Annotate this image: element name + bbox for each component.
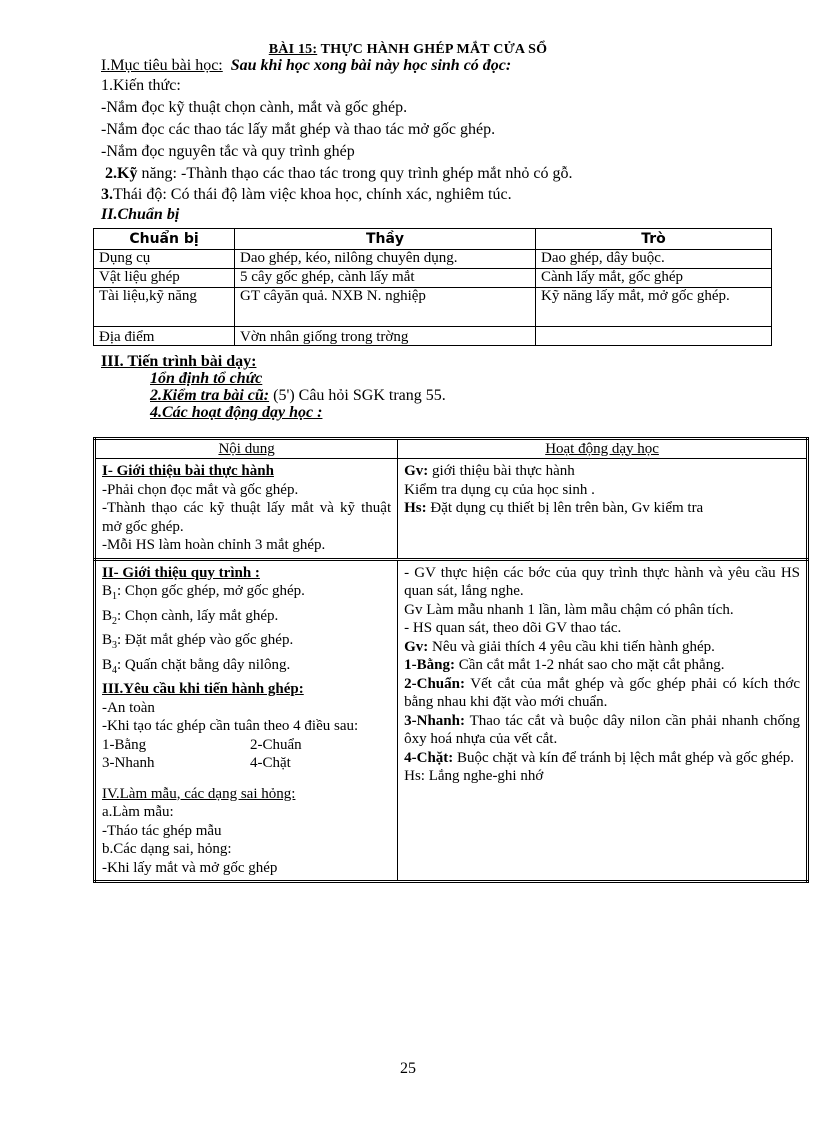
activity-cell xyxy=(398,559,808,882)
knowledge-item: -Nắm đọc các thao tác lấy mắt ghép và thao tác mở gốc ghép. xyxy=(101,121,496,138)
content-line: Kiểm tra dụng cụ của học sinh . xyxy=(404,481,595,498)
activities-col-header: Hoạt động dạy học xyxy=(398,439,808,459)
activities-table xyxy=(93,437,809,883)
knowledge-item: -Nắm đọc kỹ thuật chọn cành, mắt và gốc ghép. xyxy=(101,99,408,116)
process-step: 4.Các hoạt động dạy học : xyxy=(150,404,323,421)
activity-cell xyxy=(398,459,808,560)
content-line: -Thành thạo các kỹ thuật lấy mắt và kỹ thuật mở gốc ghép. xyxy=(102,500,392,535)
requirement-item: 4-Chặt: Buộc chặt và kín để tránh bị lệch mắt ghép và gốc ghép. xyxy=(404,749,795,766)
section-heading: II- Giới thiệu quy trình : xyxy=(102,564,260,581)
table-cell: Vờn nhân giống trong trờng xyxy=(235,327,536,346)
objectives-heading: I.Mục tiêu bài học: Sau khi học xong bài này học sinh có đọc: xyxy=(101,57,512,74)
section-heading: III.Yêu cầu khi tiến hành ghép: xyxy=(102,681,304,697)
step-line: $B_3$: Đặt mắt ghép vào gốc ghép. xyxy=(102,632,294,651)
content-line: - GV thực hiện các bớc của quy trình thực hành và yêu cầu HS quan sát, lắng nghe. xyxy=(404,564,800,599)
process-heading: III. Tiến trình bài dạy: xyxy=(101,353,257,370)
table-cell: 5 cây gốc ghép, cành lấy mắt xyxy=(235,269,536,288)
content-line: -An toàn xyxy=(102,699,155,716)
attitude-line: 3.Thái độ: Có thái độ làm việc khoa học, chính xác, nghiêm túc. xyxy=(101,186,512,203)
process-step: 1ổn định tổ chức xyxy=(150,370,263,387)
requirement-item: 2-Chuẩn: Vết cắt của mắt ghép và gốc ghép phải có kích thớc bằng nhau khi đặt vào mới chuẩn. xyxy=(404,675,800,710)
prep-heading: II.Chuẩn bị xyxy=(101,206,180,223)
table-cell: Vật liệu ghép xyxy=(94,269,235,288)
prep-col-header: Trò xyxy=(536,229,772,250)
table-cell: Dao ghép, kéo, nilông chuyên dụng. xyxy=(235,250,536,269)
table-row xyxy=(95,559,808,882)
content-line: -Khi tạo tác ghép cần tuân theo 4 điều sau: xyxy=(102,718,359,734)
req-grid-row: 1-Bằng 2-Chuẩn xyxy=(102,736,302,753)
content-line: - HS quan sát, theo dõi GV thao tác. xyxy=(404,620,622,636)
step-line: $B_2$: Chọn cành, lấy mắt ghép. xyxy=(102,607,279,627)
table-row xyxy=(94,269,772,288)
page-title: BÀI 15: THỰC HÀNH GHÉP MẮT CỬA SỔ xyxy=(268,42,548,57)
content-line: -Khi lấy mắt và mở gốc ghép xyxy=(102,859,278,876)
content-line: -Mỗi HS làm hoàn chỉnh 3 mắt ghép. xyxy=(102,537,326,553)
table-cell: Địa điểm xyxy=(94,327,235,346)
content-line: a.Làm mẫu: xyxy=(102,804,174,820)
req-grid-row: 3-Nhanh 4-Chặt xyxy=(102,755,291,771)
table-cell: Tài liệu,kỹ năng xyxy=(94,288,235,327)
content-line: b.Các dạng sai, hỏng: xyxy=(102,841,232,857)
content-line: -Phải chọn đọc mắt và gốc ghép. xyxy=(102,481,299,498)
requirement-item: 1-Bằng: Cần cắt mắt 1-2 nhát sao cho mặt cắt phẳng. xyxy=(404,657,725,673)
table-row xyxy=(94,288,772,327)
content-line: Gv: giới thiệu bài thực hành xyxy=(404,463,575,479)
step-line: $B_1$: Chọn gốc ghép, mở gốc ghép. xyxy=(102,583,305,602)
table-cell: GT câyăn quả. NXB N. nghiệp xyxy=(235,288,536,327)
content-line: Gv: Nêu và giải thích 4 yêu cầu khi tiến hành ghép. xyxy=(404,638,715,655)
table-row xyxy=(94,250,772,269)
process-step: 2.Kiểm tra bài cũ: (5') Câu hỏi SGK trang 55. xyxy=(150,387,446,404)
activities-col-header: Nội dung xyxy=(95,439,398,459)
table-cell xyxy=(536,327,772,346)
content-cell xyxy=(95,559,398,882)
content-line: -Tháo tác ghép mẫu xyxy=(102,822,222,839)
table-cell: Dụng cụ xyxy=(94,250,235,269)
requirement-item: 3-Nhanh: Thao tác cắt và buộc dây nilon cần phải nhanh chống ôxy hoá nhựa của vết cắt. xyxy=(404,712,800,747)
prep-col-header: Chuẩn bị xyxy=(94,229,235,250)
section-heading: IV.Làm mẫu, các dạng sai hỏng: xyxy=(102,785,296,802)
table-row xyxy=(94,327,772,346)
table-cell: Kỹ năng lấy mắt, mở gốc ghép. xyxy=(536,288,772,327)
skill-line: 2.Kỹ năng: -Thành thạo các thao tác trong quy trình ghép mắt nhỏ có gỗ. xyxy=(105,165,573,182)
content-line: Hs: Đặt dụng cụ thiết bị lên trên bàn, Gv kiểm tra xyxy=(404,500,704,516)
page-number: 25 xyxy=(400,1060,416,1077)
section-heading: I- Giới thiệu bài thực hành xyxy=(102,463,274,479)
table-cell: Dao ghép, dây buộc. xyxy=(536,250,772,269)
content-line: Gv Làm mẫu nhanh 1 lần, làm mẫu chậm có phân tích. xyxy=(404,601,734,618)
content-line: Hs: Lắng nghe-ghi nhớ xyxy=(404,768,544,784)
knowledge-item: -Nắm đọc nguyên tắc và quy trình ghép xyxy=(101,143,355,160)
table-cell: Cành lấy mắt, gốc ghép xyxy=(536,269,772,288)
prep-col-header: Thầy xyxy=(235,229,536,250)
content-cell xyxy=(95,459,398,560)
prep-table xyxy=(93,228,772,346)
step-line: $B_4$: Quấn chặt bằng dây nilông. xyxy=(102,656,291,676)
knowledge-heading: 1.Kiến thức: xyxy=(101,77,181,94)
table-row xyxy=(95,459,808,560)
